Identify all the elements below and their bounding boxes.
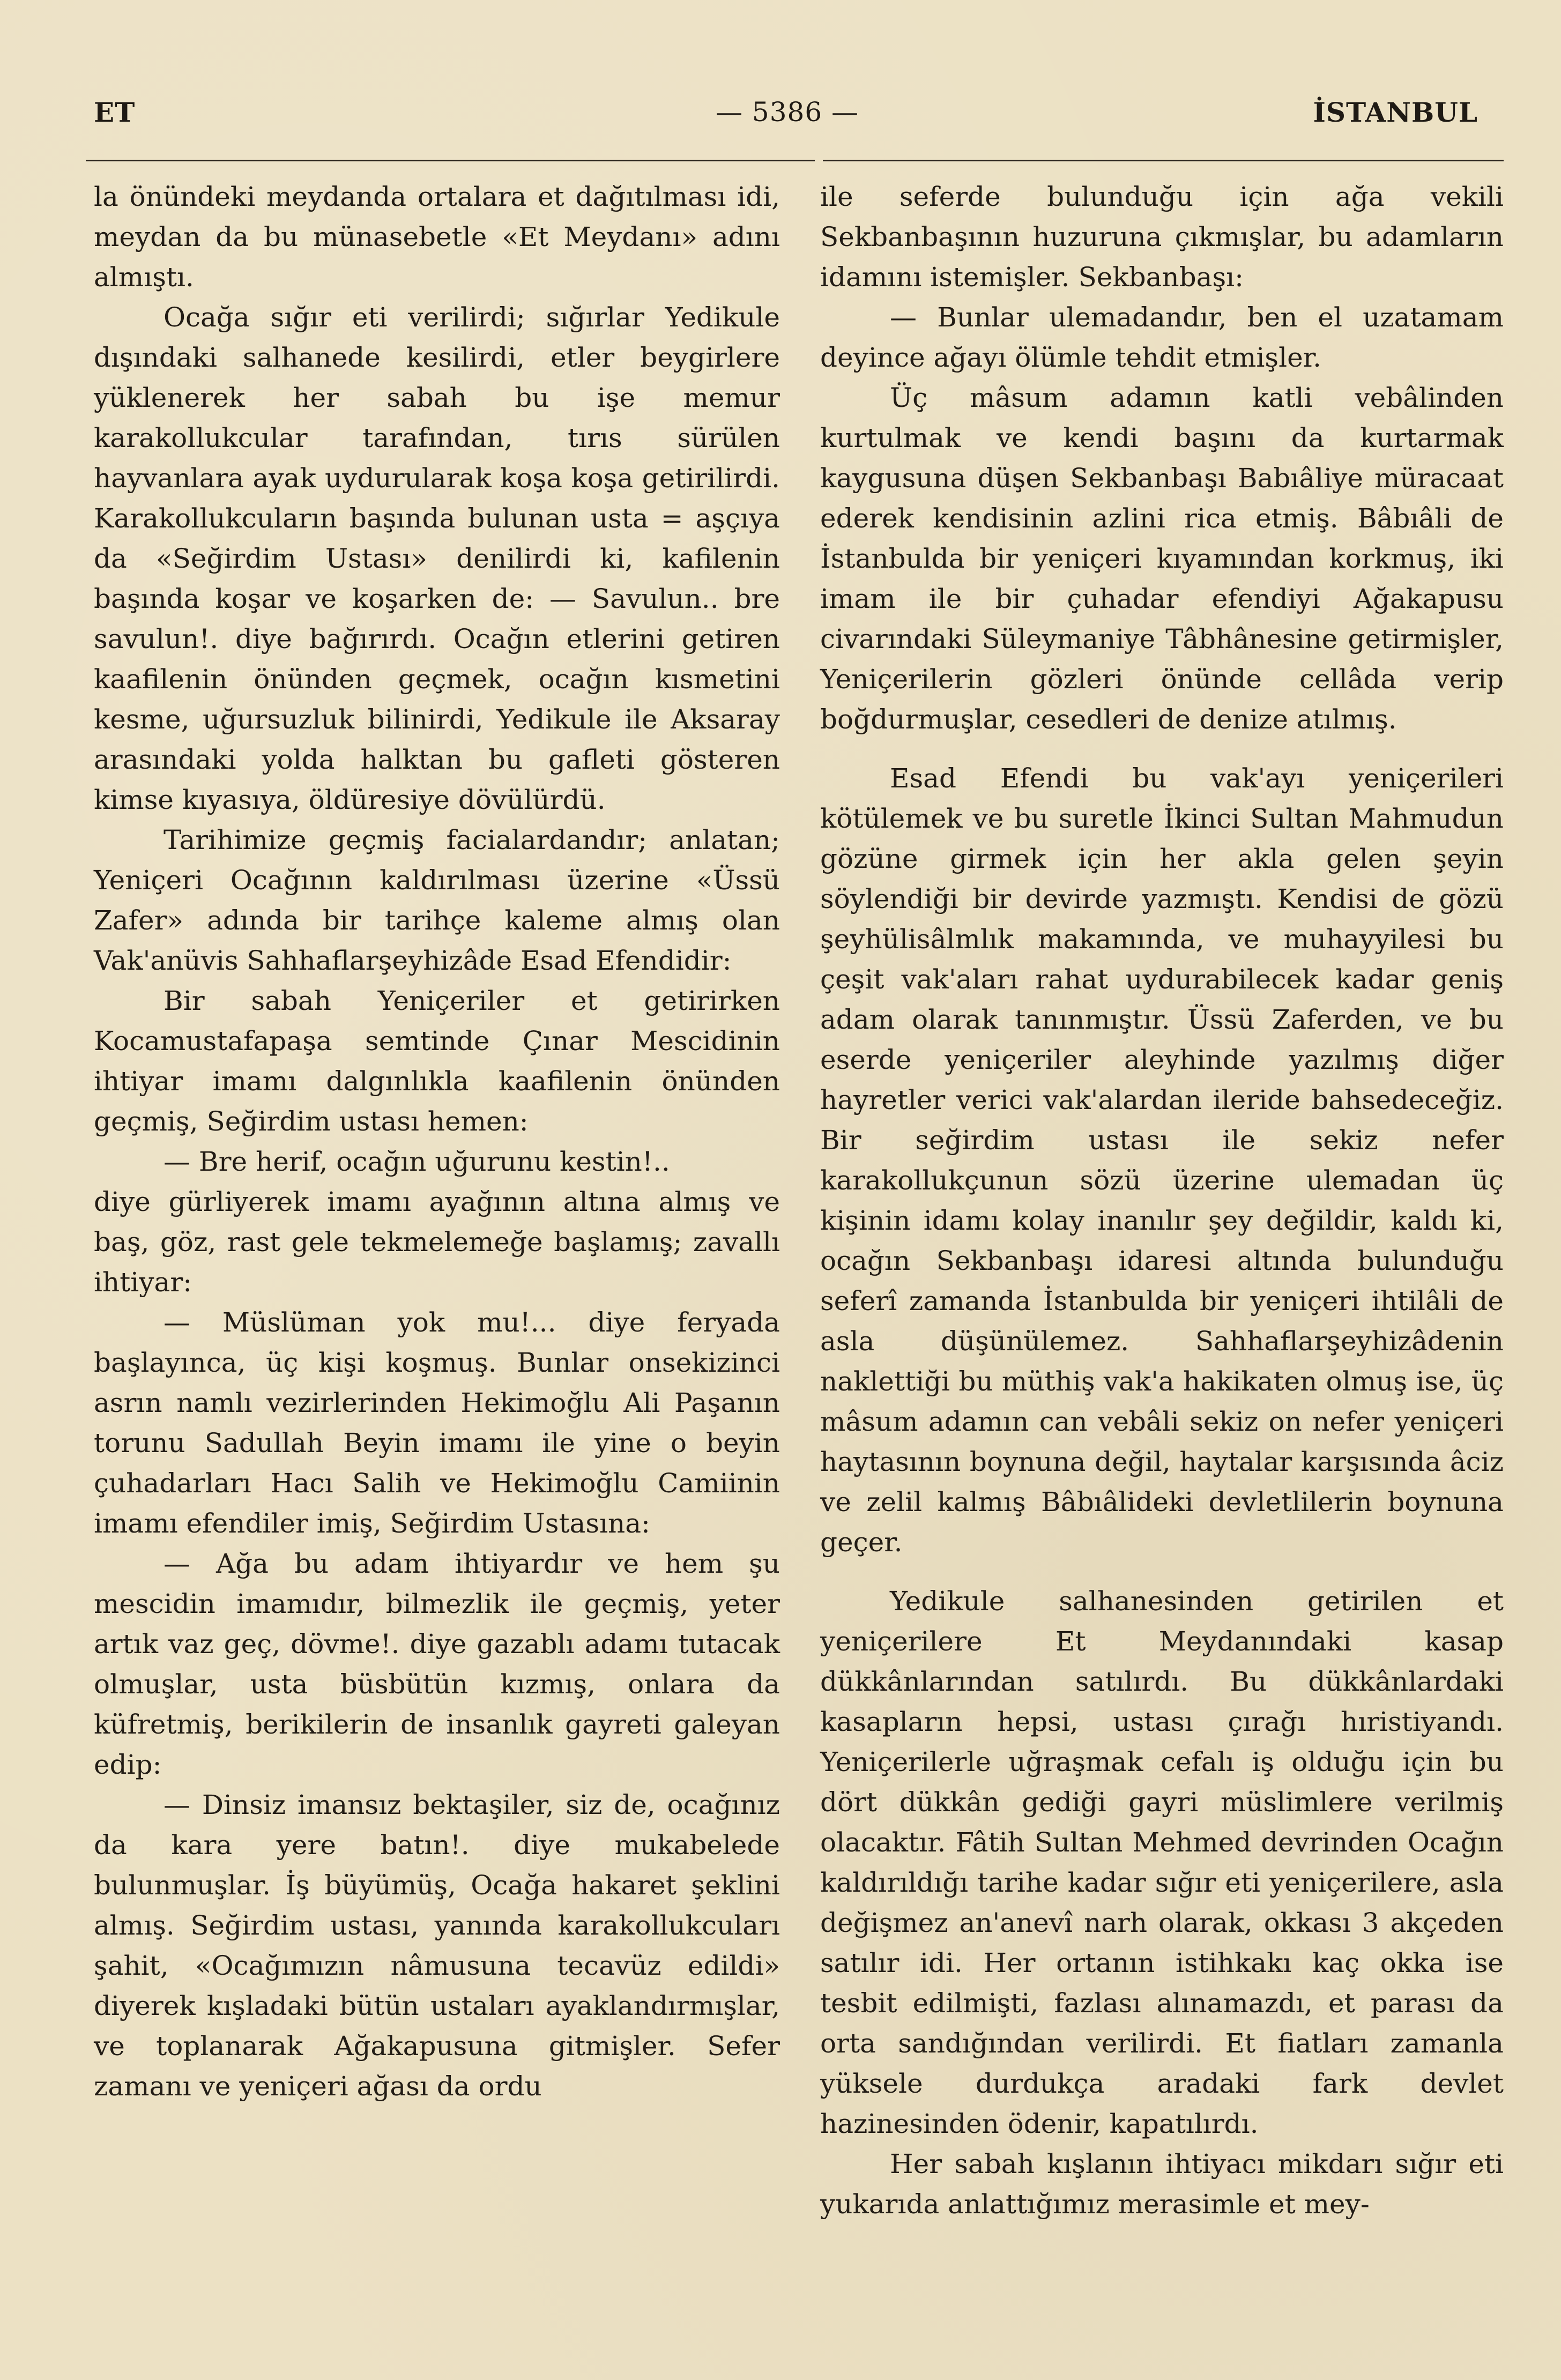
header-right: İSTANBUL (1313, 96, 1478, 128)
paragraph: Yedikule salhanesinden getirilen et yeniçerilere Et Meydanındaki kasap dükkânlarından satılırdı. Bu dükkânlardaki kasapların hepsi, ustası çırağı hıristiyandı. Yeniçerilerle uğraşmak cefalı iş olduğu için bu dört dükkân gediği gayri müslimlere verilmiş olacaktır. Fâtih Sultan Mehmed devrinden Ocağın kaldırıldığı tarihe kadar sığır eti yeniçerilere, asla değişmez an'anevî narh olarak, okkası 3 akçeden satılır idi. Her ortanın istihkakı kaç okka ise tesbit edilmişti, fazlası alınamazdı, et parası da orta sandığından verilirdi. Et fiatları zamanla yüksele durdukça aradaki fark devlet hazinesinden ödenir, kapatılırdı. (820, 1586, 1504, 2139)
left-column (94, 177, 780, 2107)
paragraph: — Bunlar ulemadandır, ben el uzatamam deyince ağayı ölümle tehdit etmişler. (820, 302, 1504, 373)
paragraph: — Bre herif, ocağın uğurunu kestin!.. (163, 1146, 670, 1177)
paragraph: la önündeki meydanda ortalara et dağıtılması idi, meydan da bu münasebetle «Et Meydanı» adını almıştı. (94, 181, 780, 293)
paragraph: ile seferde bulunduğu için ağa vekili Sekbanbaşının huzuruna çıkmışlar, bu adamların idamını istemişler. Sekbanbaşı: (820, 181, 1504, 293)
paragraph: Bir sabah Yeniçeriler et getirirken Kocamustafapaşa semtinde Çınar Mescidinin ihtiyar imamı dalgınlıkla kaafilenin önünden geçmiş, Seğirdim ustası hemen: (94, 985, 780, 1137)
paragraph-gap (820, 740, 1504, 758)
paragraph: — Dinsiz imansız bektaşiler, siz de, ocağınız da kara yere batın!. diye mukabelede bulunmuşlar. İş büyümüş, Ocağa hakaret şeklini almış. Seğirdim ustası, yanında karakollukcuları şahit, «Ocağımızın nâmusuna tecavüz edildi» diyerek kışladaki bütün ustaları ayaklandırmışlar, ve toplanarak Ağakapusuna gitmişler. Sefer zamanı ve yeniçeri ağası da ordu (94, 1789, 780, 2102)
header-rule-right (823, 160, 1504, 161)
paragraph: — Ağa bu adam ihtiyardır ve hem şu mescidin imamıdır, bilmezlik ile geçmiş, yeter artık vaz geç, dövme!. diye gazablı adamı tutacak olmuşlar, usta büsbütün kızmış, onlara da küfretmiş, berikilerin de insanlık gayreti galeyan edip: (94, 1548, 780, 1780)
right-column (820, 177, 1504, 2225)
header-rule-left (86, 160, 815, 161)
paragraph-gap (820, 1563, 1504, 1581)
running-head (94, 96, 1478, 134)
paragraph: Her sabah kışlanın ihtiyacı mikdarı sığır eti yukarıda anlattığımız merasimle et mey- (820, 2148, 1504, 2220)
header-left: ET (94, 96, 136, 128)
paragraph: Tarihimize geçmiş facialardandır; anlatan; Yeniçeri Ocağının kaldırılması üzerine «Üssü Zafer» adında bir tarihçe kaleme almış olan Vak'anüvis Sahhaflarşeyhizâde Esad Efendidir: (94, 824, 780, 976)
paragraph: Esad Efendi bu vak'ayı yeniçerileri kötülemek ve bu suretle İkinci Sultan Mahmudun gözüne girmek için her akla gelen şeyin söylendiği bir devirde yazmıştı. Kendisi de gözü şeyhülisâlmlık makamında, ve muhayyilesi bu çeşit vak'aları rahat uydurabilecek kadar geniş adam olarak tanınmıştır. Üssü Zaferden, ve bu eserde yeniçeriler aleyhinde yazılmış diğer hayretler verici vak'alardan ileride bahsedeceğiz. Bir seğirdim ustası ile sekiz nefer karakollukçunun sözü üzerine ulemadan üç kişinin idamı kolay inanılır şey değildir, kaldı ki, ocağın Sekbanbaşı idaresi altında bulunduğu seferî zamanda İstanbulda bir yeniçeri ihtilâli de asla düşünülemez. Sahhaflarşeyhizâdenin naklettiği bu müthiş vak'a hakikaten olmuş ise, üç mâsum adamın can vebâli sekiz on nefer yeniçeri haytasının boynuna değil, haytalar karşısında âciz ve zelil kalmış Bâbıâlideki devletlilerin boynuna geçer. (820, 763, 1504, 1558)
paragraph: — Müslüman yok mu!... diye feryada başlayınca, üç kişi koşmuş. Bunlar onsekizinci asrın namlı vezirlerinden Hekimoğlu Ali Paşanın torunu Sadullah Beyin imamı ile yine o beyin çuhadarları Hacı Salih ve Hekimoğlu Camiinin imamı efendiler imiş, Seğirdim Ustasına: (94, 1307, 780, 1539)
paragraph: diye gürliyerek imamı ayağının altına almış ve baş, göz, rast gele tekmelemeğe başlamış; zavallı ihtiyar: (94, 1186, 780, 1298)
paragraph: Üç mâsum adamın katli vebâlinden kurtulmak ve kendi başını da kurtarmak kaygusuna düşen Sekbanbaşı Babıâliye müracaat ederek kendisinin azlini rica etmiş. Bâbıâli de İstanbulda bir yeniçeri kıyamından korkmuş, iki imam ile bir çuhadar efendiyi Ağakapusu civarındaki Süleymaniye Tâbhânesine getirmişler, Yeniçerilerin gözleri önünde cellâda verip boğdurmuşlar, cesedleri de denize atılmış. (820, 382, 1504, 735)
page-number: — 5386 — (716, 96, 859, 128)
paragraph: Ocağa sığır eti verilirdi; sığırlar Yedikule dışındaki salhanede kesilirdi, etler beygirlere yüklenerek her sabah bu işe memur karakollukcular tarafından, tırıs sürülen hayvanlara ayak uydurularak koşa koşa getirilirdi. Karakollukcuların başında bulunan usta = aşçıya da «Seğirdim Ustası» denilirdi ki, kafilenin başında koşar ve koşarken de: — Savulun.. bre savulun!. diye bağırırdı. Ocağın etlerini getiren kaafilenin önünden geçmek, ocağın kısmetini kesme, uğursuzluk bilinirdi, Yedikule ile Aksaray arasındaki yolda halktan bu gafleti gösteren kimse kıyasıya, öldüresiye dövülürdü. (94, 302, 780, 815)
